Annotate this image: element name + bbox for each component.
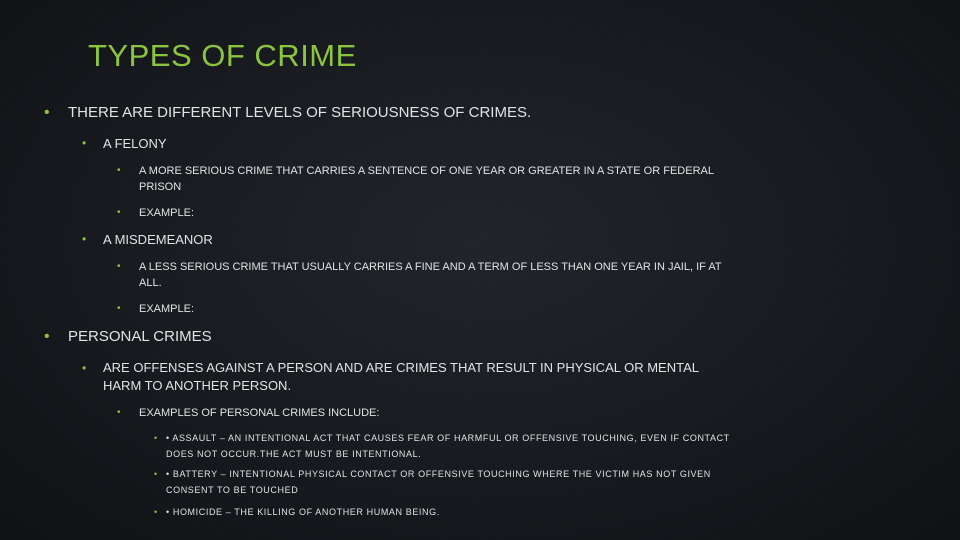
bullet-marker: • (82, 136, 87, 150)
bullet-marker: • (154, 507, 158, 517)
bullet-felony-definition (117, 163, 737, 195)
bullet-text: EXAMPLES OF PERSONAL CRIMES INCLUDE: (139, 407, 380, 419)
bullet-text: A FELONY (103, 136, 167, 151)
bullet-marker: • (117, 407, 121, 418)
bullet-assault (154, 430, 754, 462)
bullet-misdemeanor-definition (117, 259, 742, 291)
bullet-marker: • (117, 207, 121, 218)
bullet-homicide (154, 504, 754, 520)
slide-title: TYPES OF CRIME (88, 38, 357, 73)
bullet-text: • HOMICIDE – THE KILLING OF ANOTHER HUMAN BEING. (166, 507, 440, 517)
bullet-marker: • (117, 165, 121, 176)
bullet-text: A LESS SERIOUS CRIME THAT USUALLY CARRIES A FINE AND A TERM OF LESS THAN ONE YEAR IN JAIL, IF AT ALL. (139, 261, 722, 289)
bullet-text: • ASSAULT – AN INTENTIONAL ACT THAT CAUSES FEAR OF HARMFUL OR OFFENSIVE TOUCHING, EVEN IF CONTACT DOES NOT OCCUR.THE ACT MUST BE INTENTIONAL. (166, 433, 730, 459)
bullet-marker: • (44, 104, 50, 121)
bullet-text: ARE OFFENSES AGAINST A PERSON AND ARE CRIMES THAT RESULT IN PHYSICAL OR MENTAL HARM TO ANOTHER PERSON. (103, 360, 699, 393)
bullet-marker: • (117, 261, 121, 272)
bullet-text: A MISDEMEANOR (103, 232, 213, 247)
bullet-text: THERE ARE DIFFERENT LEVELS OF SERIOUSNESS OF CRIMES. (68, 104, 532, 121)
bullet-marker: • (154, 433, 158, 443)
bullet-text: EXAMPLE: (139, 207, 195, 219)
bullet-text: A MORE SERIOUS CRIME THAT CARRIES A SENTENCE OF ONE YEAR OR GREATER IN A STATE OR FEDERAL PRISON (139, 165, 714, 193)
bullet-personal-crimes-definition (82, 359, 722, 395)
bullet-text: • BATTERY – INTENTIONAL PHYSICAL CONTACT OR OFFENSIVE TOUCHING WHERE THE VICTIM HAS NOT GIVEN CONSENT TO BE TOUCHED (166, 469, 711, 495)
bullet-marker: • (82, 361, 87, 375)
bullet-marker: • (117, 303, 121, 314)
bullet-marker: • (82, 232, 87, 246)
bullet-marker: • (154, 469, 158, 479)
bullet-marker: • (44, 328, 50, 345)
bullet-battery (154, 466, 754, 498)
bullet-text: PERSONAL CRIMES (68, 328, 212, 345)
bullet-text: EXAMPLE: (139, 303, 195, 315)
